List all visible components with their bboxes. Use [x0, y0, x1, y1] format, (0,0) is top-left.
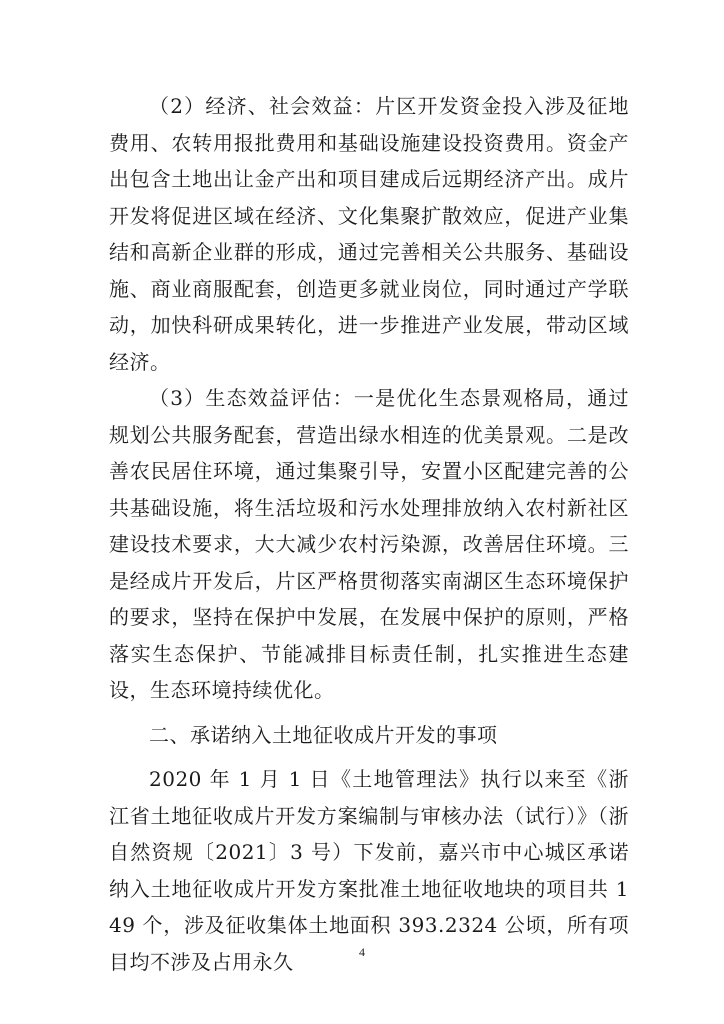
- document-body: [109, 88, 629, 980]
- paragraph-commitment-projects: 2020 年 1 月 1 日《土地管理法》执行以来至《浙江省土地征收成片开发方案编制与审核办法（试行）》（浙自然资规〔2021〕3 号）下发前，嘉兴市中心城区承诺纳入土地征收成片开发方案批准土地征收地块的项目共 149 个，涉及征收集体土地面积 393.2324 公顷，所有项目均不涉及占用永久: [109, 767, 629, 974]
- section-heading: 二、承诺纳入土地征收成片开发的事项: [149, 722, 498, 747]
- paragraph-economic-social-benefits: （2）经济、社会效益：片区开发资金投入涉及征地费用、农转用报批费用和基础设施建设投资费用。资金产出包含土地出让金产出和项目建成后远期经济产出。成片开发将促进区域在经济、文化集聚扩散效应，促进产业集结和高新企业群的形成，通过完善相关公共服务、基础设施、商业商服配套，创造更多就业岗位，同时通过产学联动，加快科研成果转化，进一步推进产业发展，带动区域经济。: [109, 94, 629, 374]
- paragraph-ecological-benefits: （3）生态效益评估：一是优化生态景观格局，通过规划公共服务配套，营造出绿水相连的优美景观。二是改善农民居住环境，通过集聚引导，安置小区配建完善的公共基础设施，将生活垃圾和污水处理排放纳入农村新社区建设技术要求，大大减少农村污染源，改善居住环境。三是经成片开发后，片区严格贯彻落实南湖区生态环境保护的要求，坚持在保护中发展，在发展中保护的原则，严格落实生态保护、节能减排目标责任制，扎实推进生态建设，生态环境持续优化。: [109, 386, 629, 702]
- page-number: 4: [359, 945, 365, 959]
